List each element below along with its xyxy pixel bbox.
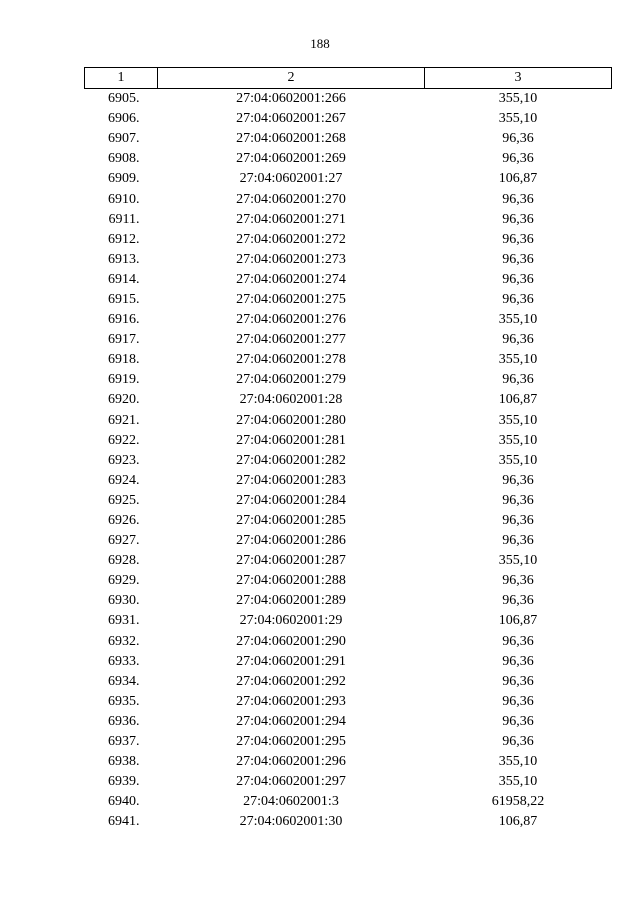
value-cell: 96,36 (502, 251, 534, 267)
cadastral-number-cell: 27:04:0602001:279 (236, 372, 346, 388)
value-cell: 96,36 (502, 513, 534, 529)
table-row (85, 491, 612, 511)
table-row (85, 390, 612, 410)
cadastral-number-cell: 27:04:0602001:267 (236, 111, 346, 127)
row-number-cell: 6931. (108, 613, 140, 629)
row-number-cell: 6910. (108, 191, 140, 207)
table-row (85, 89, 612, 110)
row-number-cell: 6917. (108, 332, 140, 348)
row-number-cell: 6923. (108, 452, 140, 468)
table-row (85, 411, 612, 431)
value-cell: 96,36 (502, 291, 534, 307)
table-row (85, 571, 612, 591)
row-number-cell: 6924. (108, 472, 140, 488)
table-row (85, 511, 612, 531)
cadastral-number-cell: 27:04:0602001:268 (236, 131, 346, 147)
cadastral-number-cell: 27:04:0602001:283 (236, 472, 346, 488)
value-cell: 61958,22 (491, 794, 545, 810)
cadastral-number-cell: 27:04:0602001:277 (236, 332, 346, 348)
row-number-cell: 6930. (108, 593, 140, 609)
row-number-cell: 6938. (108, 754, 140, 770)
row-number-cell: 6916. (108, 312, 140, 328)
table-row (85, 250, 612, 270)
value-cell: 355,10 (498, 91, 538, 107)
row-number-cell: 6940. (108, 794, 140, 810)
value-cell: 96,36 (502, 472, 534, 488)
table-row (85, 210, 612, 230)
row-number-cell: 6918. (108, 352, 140, 368)
cadastral-number-cell: 27:04:0602001:285 (236, 513, 346, 529)
table-row (85, 752, 612, 772)
row-number-cell: 6933. (108, 653, 140, 669)
value-cell: 355,10 (498, 412, 538, 428)
cadastral-number-cell: 27:04:0602001:293 (236, 693, 346, 709)
cadastral-number-cell: 27:04:0602001:274 (236, 271, 346, 287)
table-row (85, 431, 612, 451)
value-cell: 355,10 (498, 111, 538, 127)
column-header-1: 1 (85, 68, 158, 89)
table-row (85, 591, 612, 611)
cadastral-number-cell: 27:04:0602001:266 (236, 91, 346, 107)
table-row (85, 672, 612, 692)
row-number-cell: 6937. (108, 734, 140, 750)
row-number-cell: 6936. (108, 713, 140, 729)
cadastral-number-cell: 27:04:0602001:276 (236, 312, 346, 328)
cadastral-number-cell: 27:04:0602001:289 (236, 593, 346, 609)
value-cell: 355,10 (498, 754, 538, 770)
cadastral-number-cell: 27:04:0602001:28 (239, 392, 343, 408)
value-cell: 106,87 (498, 392, 538, 408)
cadastral-number-cell: 27:04:0602001:30 (239, 814, 343, 830)
value-cell: 96,36 (502, 633, 534, 649)
value-cell: 96,36 (502, 191, 534, 207)
row-number-cell: 6911. (108, 211, 140, 227)
table-row (85, 451, 612, 471)
table-row (85, 692, 612, 712)
table-row (85, 149, 612, 169)
value-cell: 96,36 (502, 653, 534, 669)
value-cell: 96,36 (502, 492, 534, 508)
table-row (85, 772, 612, 792)
row-number-cell: 6906. (108, 111, 140, 127)
data-table (84, 67, 612, 832)
row-number-cell: 6905. (108, 91, 140, 107)
value-cell: 355,10 (498, 553, 538, 569)
value-cell: 96,36 (502, 151, 534, 167)
cadastral-number-cell: 27:04:0602001:296 (236, 754, 346, 770)
row-number-cell: 6909. (108, 171, 140, 187)
value-cell: 96,36 (502, 734, 534, 750)
row-number-cell: 6926. (108, 513, 140, 529)
table-row (85, 330, 612, 350)
cadastral-number-cell: 27:04:0602001:29 (239, 613, 343, 629)
table-row (85, 370, 612, 390)
row-number-cell: 6939. (108, 774, 140, 790)
cadastral-number-cell: 27:04:0602001:287 (236, 553, 346, 569)
table-row (85, 230, 612, 250)
value-cell: 96,36 (502, 211, 534, 227)
table-row (85, 792, 612, 812)
cadastral-number-cell: 27:04:0602001:27 (239, 171, 343, 187)
cadastral-number-cell: 27:04:0602001:297 (236, 774, 346, 790)
row-number-cell: 6932. (108, 633, 140, 649)
row-number-cell: 6935. (108, 693, 140, 709)
value-cell: 96,36 (502, 573, 534, 589)
value-cell: 96,36 (502, 271, 534, 287)
table-row (85, 290, 612, 310)
value-cell: 96,36 (502, 593, 534, 609)
value-cell: 96,36 (502, 713, 534, 729)
cadastral-number-cell: 27:04:0602001:270 (236, 191, 346, 207)
cadastral-number-cell: 27:04:0602001:292 (236, 673, 346, 689)
cadastral-number-cell: 27:04:0602001:275 (236, 291, 346, 307)
table-row (85, 611, 612, 631)
row-number-cell: 6929. (108, 573, 140, 589)
table-row (85, 350, 612, 370)
row-number-cell: 6921. (108, 412, 140, 428)
cadastral-number-cell: 27:04:0602001:273 (236, 251, 346, 267)
row-number-cell: 6922. (108, 432, 140, 448)
value-cell: 96,36 (502, 372, 534, 388)
value-cell: 355,10 (498, 774, 538, 790)
value-cell: 355,10 (498, 432, 538, 448)
row-number-cell: 6907. (108, 131, 140, 147)
cadastral-number-cell: 27:04:0602001:284 (236, 492, 346, 508)
row-number-cell: 6915. (108, 291, 140, 307)
row-number-cell: 6925. (108, 492, 140, 508)
table-row (85, 652, 612, 672)
cadastral-number-cell: 27:04:0602001:286 (236, 533, 346, 549)
cadastral-number-cell: 27:04:0602001:281 (236, 432, 346, 448)
table-row (85, 310, 612, 330)
table-row (85, 632, 612, 652)
cadastral-number-cell: 27:04:0602001:288 (236, 573, 346, 589)
table-body (85, 89, 612, 833)
row-number-cell: 6920. (108, 392, 140, 408)
row-number-cell: 6934. (108, 673, 140, 689)
row-number-cell: 6913. (108, 251, 140, 267)
row-number-cell: 6912. (108, 231, 140, 247)
cadastral-number-cell: 27:04:0602001:291 (236, 653, 346, 669)
cadastral-number-cell: 27:04:0602001:272 (236, 231, 346, 247)
table-row (85, 129, 612, 149)
column-header-2: 2 (158, 68, 425, 89)
value-cell: 96,36 (502, 332, 534, 348)
value-cell: 96,36 (502, 673, 534, 689)
cadastral-number-cell: 27:04:0602001:278 (236, 352, 346, 368)
row-number-cell: 6927. (108, 533, 140, 549)
value-cell: 106,87 (498, 814, 538, 830)
table-header (85, 68, 612, 89)
cadastral-number-cell: 27:04:0602001:3 (243, 794, 339, 810)
row-number-cell: 6928. (108, 553, 140, 569)
cadastral-number-cell: 27:04:0602001:269 (236, 151, 346, 167)
cadastral-number-cell: 27:04:0602001:294 (236, 713, 346, 729)
value-cell: 355,10 (498, 352, 538, 368)
value-cell: 96,36 (502, 131, 534, 147)
cadastral-number-cell: 27:04:0602001:282 (236, 452, 346, 468)
value-cell: 96,36 (502, 231, 534, 247)
row-number-cell: 6914. (108, 271, 140, 287)
value-cell: 355,10 (498, 312, 538, 328)
table-row (85, 471, 612, 491)
value-cell: 96,36 (502, 693, 534, 709)
header-row (85, 68, 612, 89)
cadastral-number-cell: 27:04:0602001:295 (236, 734, 346, 750)
cadastral-number-cell: 27:04:0602001:290 (236, 633, 346, 649)
row-number-cell: 6919. (108, 372, 140, 388)
page-number: 188 (310, 36, 330, 51)
table-row (85, 531, 612, 551)
value-cell: 355,10 (498, 452, 538, 468)
table-row (85, 109, 612, 129)
row-number-cell: 6941. (108, 814, 140, 830)
value-cell: 106,87 (498, 171, 538, 187)
table-row (85, 270, 612, 290)
value-cell: 96,36 (502, 533, 534, 549)
table-row (85, 189, 612, 209)
table-row (85, 551, 612, 571)
table-row (85, 712, 612, 732)
column-header-3: 3 (425, 68, 612, 89)
cadastral-number-cell: 27:04:0602001:271 (236, 211, 346, 227)
table-row (85, 732, 612, 752)
value-cell: 106,87 (498, 613, 538, 629)
row-number-cell: 6908. (108, 151, 140, 167)
table-row (85, 812, 612, 832)
table-row (85, 169, 612, 189)
cadastral-number-cell: 27:04:0602001:280 (236, 412, 346, 428)
